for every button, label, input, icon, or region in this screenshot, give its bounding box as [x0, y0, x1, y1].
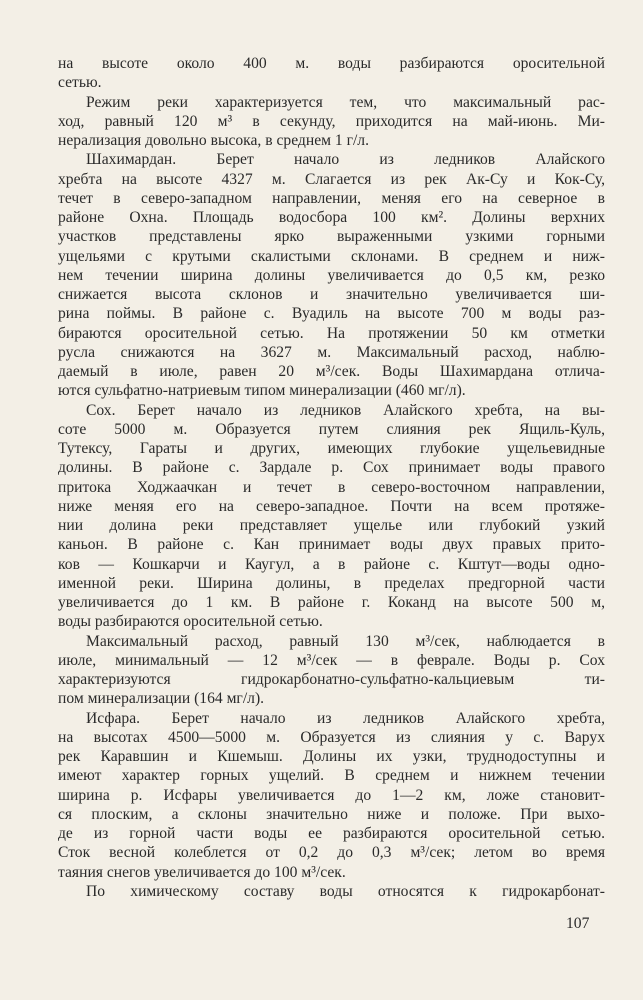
text-line: нии долина реки представляет ущелье или глубокий узкий — [58, 517, 605, 534]
text-line: ся плоским, а склоны значительно ниже и положе. При выхо- — [58, 805, 605, 823]
text-line: Сток весной колеблется от 0,2 до 0,3 м³/сек; летом во время — [58, 844, 605, 862]
text-line: ущельями с крутыми скалистыми склонами. В среднем и ниж- — [58, 247, 605, 265]
text-line: нерализация довольно высока, в среднем 1 г/л. — [58, 132, 369, 149]
text-line: характеризуются гидрокарбонатно-сульфатно-кальциевым ти- — [58, 671, 605, 688]
text-line: ков — Кошкарчи и Каугул, а в районе с. Кштут—воды одно- — [58, 555, 605, 573]
paragraph-chemistry — [58, 882, 605, 901]
page-number: 107 — [566, 915, 590, 932]
text-line: каньон. В районе с. Кан принимает воды двух правых прито- — [58, 536, 605, 554]
paragraph-sokh-discharge — [58, 632, 605, 709]
text-line: хребта на высоте 4327 м. Слагается из рек Ак-Су и Кок-Су, — [58, 170, 605, 188]
text-line: Сох. Берет начало из ледников Алайского хребта, на вы- — [86, 401, 605, 419]
text-line: Максимальный расход, равный 130 м³/сек, наблюдается в — [86, 632, 605, 650]
text-line: русла снижаются на 3627 м. Максимальный расход, наблю- — [58, 343, 605, 361]
paragraph-regime — [58, 93, 605, 151]
text-line: де из горной части воды ее разбираются оросительной сетью. — [58, 825, 605, 842]
text-line: даемый в июле, равен 20 м³/сек. Воды Шахимардана отлича- — [58, 363, 605, 380]
text-line: районе Охна. Площадь водосбора 100 км². Долины верхних — [58, 209, 605, 226]
text-line: пом минерализации (164 мг/л). — [58, 690, 265, 708]
text-line: По химическому составу воды относятся к гидрокарбонат- — [86, 882, 605, 900]
text-line: притока Ходжаачкан и течет в северо-восточном направлении, — [58, 478, 605, 496]
text-line: имеют характер горных ущелий. В среднем и нижнем течении — [58, 767, 605, 785]
text-line: ход, равный 120 м³ в секунду, приходится на май-июнь. Ми- — [58, 112, 605, 130]
paragraph-shakhimardan — [58, 150, 605, 400]
text-line: долины. В районе с. Зардале р. Сох принимает воды правого — [58, 459, 605, 477]
text-line: рина поймы. В районе с. Вуадиль на высоте 700 м воды раз- — [58, 305, 605, 323]
text-line: увеличивается до 1 км. В районе г. Коканд на высоте 500 м, — [58, 594, 605, 611]
text-line: снижается высота склонов и значительно увеличивается ши- — [58, 286, 605, 303]
text-line: нем течении ширина долины увеличивается до 0,5 км, резко — [58, 266, 605, 284]
text-line: сетью. — [58, 74, 102, 92]
text-line: воды разбираются оросительной сетью. — [58, 613, 323, 631]
text-line: соте 5000 м. Образуется путем слияния рек Ящиль-Куль, — [58, 420, 605, 438]
text-line: Шахимардан. Берет начало из ледников Алайского — [86, 151, 605, 169]
text-line: таяния снегов увеличивается до 100 м³/сек. — [58, 863, 346, 881]
paragraph-isfara — [58, 709, 605, 882]
text-line: Исфара. Берет начало из ледников Алайского хребта, — [86, 709, 605, 727]
text-line: участков представлены ярко выраженными узкими горными — [58, 228, 605, 246]
text-line: Тутексу, Гараты и других, имеющих глубокие ущельевидные — [58, 440, 605, 457]
paragraph-intro — [58, 54, 605, 93]
text-line: ются сульфатно-натриевым типом минерализации (460 мг/л). — [58, 382, 466, 400]
body-text — [58, 54, 605, 901]
text-line: июле, минимальный — 12 м³/сек — в феврале. Воды р. Сох — [58, 651, 605, 669]
text-line: ширина р. Исфары увеличивается до 1—2 км, ложе становит- — [58, 786, 605, 804]
text-line: именной реки. Ширина долины, в пределах предгорной части — [58, 574, 605, 592]
text-line: на высоте около 400 м. воды разбираются оросительной — [58, 55, 605, 72]
paragraph-sokh — [58, 401, 605, 632]
text-line: рек Каравшин и Кшемыш. Долины их узки, труднодоступны и — [58, 748, 605, 765]
text-line: на высотах 4500—5000 м. Образуется из слияния у с. Варух — [58, 728, 605, 746]
text-line: Режим реки характеризуется тем, что максимальный рас- — [86, 93, 605, 111]
text-line: бираются оросительной сетью. На протяжении 50 км отметки — [58, 324, 605, 342]
text-line: ниже меняя его на северо-западное. Почти на всем протяже- — [58, 497, 605, 515]
text-line: течет в северо-западном направлении, меняя его на северное в — [58, 189, 605, 207]
